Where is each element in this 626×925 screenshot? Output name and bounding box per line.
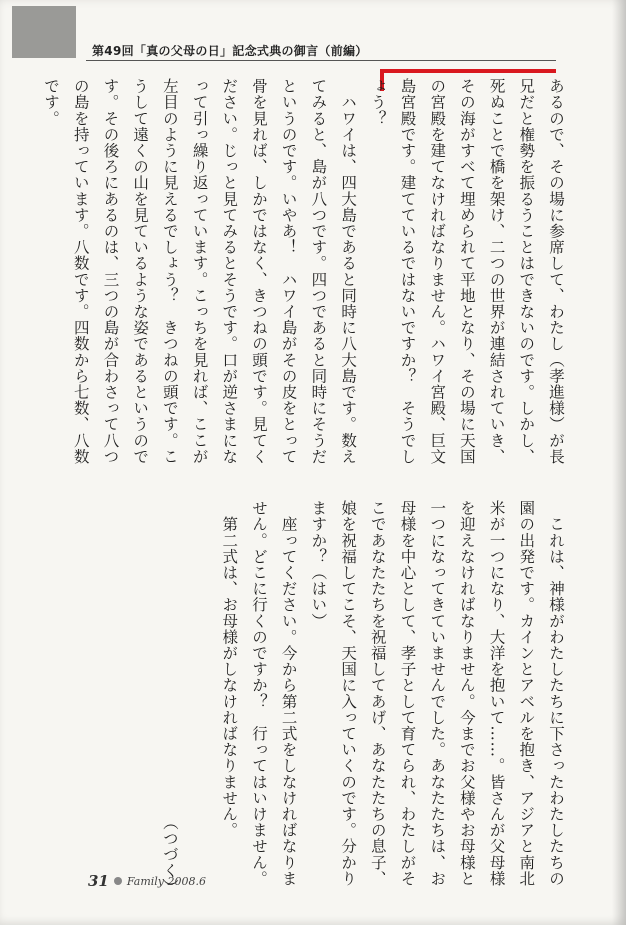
header-tab-block xyxy=(12,6,76,58)
page-header-title: 第49回「真の父母の日」記念式典の御言（前編） xyxy=(92,44,368,58)
page-number: 31 xyxy=(88,872,109,890)
magazine-issue: Family 2008.6 xyxy=(126,874,206,888)
header-rule xyxy=(86,60,556,61)
page-footer xyxy=(88,872,206,890)
body-text-upper-block: あるので、その場に参席して、わたし（孝進様）が長 兄だと権勢を振るうことはできないのです。しかし、 死ぬことで橋を架け、二つの世界が連結されていき、 その海がすべて埋められて平地となり、その場に天国 の宮殿を建てなければなりません。ハワイ宮殿、巨文 島宮殿です。建てているではないですか？ そうでし ょう？ ハワイは、四大島であると同時に八大島です。数え てみると、島が八つです。四つであると同時にそうだ というのです。いやあ！ ハワイ島がその皮をとって 骨を見れば、しかではなく、きつねの頭です。見てく ださい。じっと見てみるとそうです。口が逆さまにな って引っ繰り返っています。こっちを見れば、ここが 左目のように見えるでしょう？ きつねの頭です。こ うして遠くの山を見ているような姿であるというので す。その後ろにあるのは、三つの島が合わさって八つ の島を持っています。八数です。四数から七数、八数 です。 xyxy=(42,78,565,465)
red-highlight-mark xyxy=(384,69,556,73)
bullet-dot-icon xyxy=(114,877,122,885)
body-text-lower-block: これは、神様がわたしたちに下さったわたしたちの 園の出発です。カインとアベルを抱き、アジアと南北 米が一つになり、大洋を抱いて……。皆さんが父母様 を迎えなければなりません。今までお父様やお母様と 一つになってきていませんでした。あなたたちは、お 母様を中心として、孝子として育てられ、わたしがそ こであなたたちを祝福してあげ、あなたたちの息子、 娘を祝福してこそ、天国に入っていくのです。分かり ますか？（はい） 座ってください。今から第二式をしなければなりま せん。どこに行くのですか？ 行ってはいけません。 第二式は、お母様がしなければなりません。 （つづく） xyxy=(160,500,565,895)
